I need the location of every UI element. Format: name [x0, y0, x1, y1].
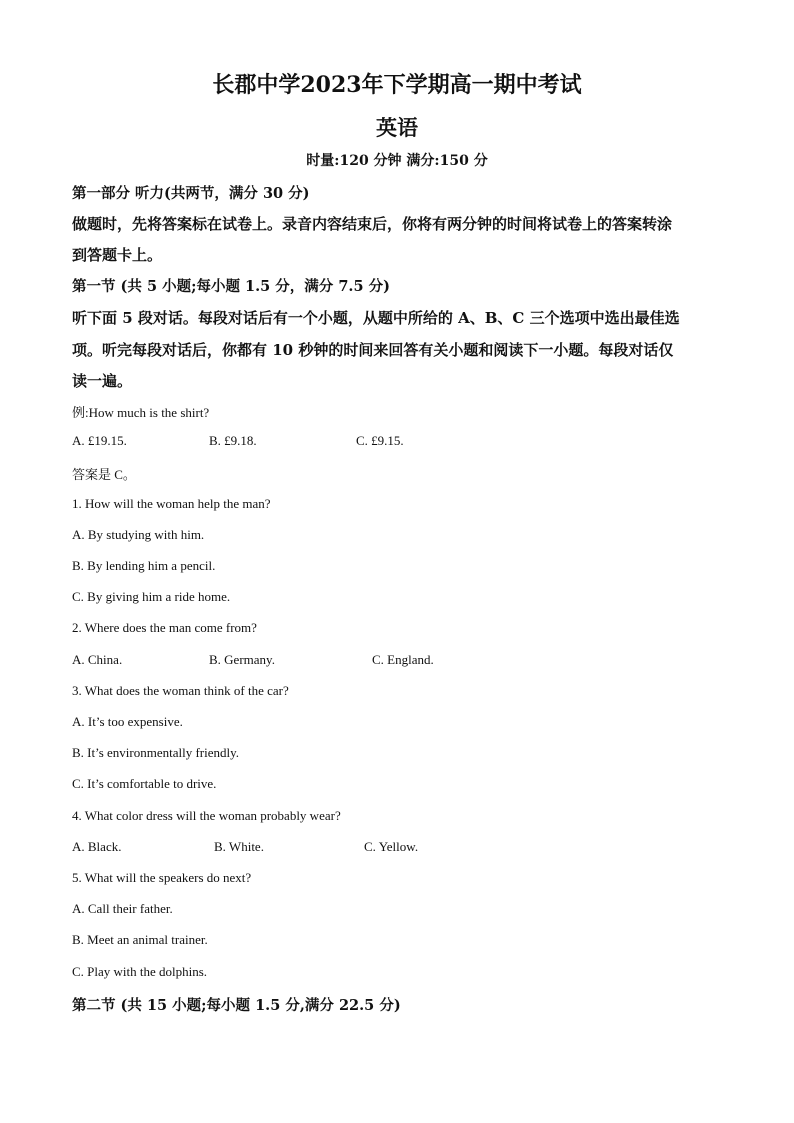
example-answer: 答案是 C。	[72, 467, 136, 482]
example-option-b: B. £9.18.	[209, 433, 257, 448]
exam-title: 长郡中学2023年下学期高一期中考试	[212, 72, 582, 98]
example-question: 例:How much is the shirt?	[72, 405, 210, 420]
question-4-option-c: C. Yellow.	[364, 839, 419, 854]
question-1-option-b: B. By lending him a pencil.	[72, 558, 216, 573]
question-4-option-a: A. Black.	[72, 839, 122, 854]
question-1-option-a: A. By studying with him.	[72, 527, 205, 542]
question-3-option-b: B. It’s environmentally friendly.	[72, 745, 240, 760]
question-4-stem: 4. What color dress will the woman probably wear?	[72, 808, 341, 823]
question-2-option-b: B. Germany.	[209, 652, 275, 667]
subject-title: 英语	[376, 115, 418, 140]
question-2-stem: 2. Where does the man come from?	[72, 620, 257, 635]
question-3-option-c: C. It’s comfortable to drive.	[72, 776, 217, 791]
question-4-option-b: B. White.	[214, 839, 264, 854]
question-5-stem: 5. What will the speakers do next?	[72, 870, 252, 885]
part1-instructions-line2: 到答题卡上。	[72, 246, 163, 264]
question-2-option-a: A. China.	[72, 652, 123, 667]
section1-heading: 第一节 (共 5 小题;每小题 1.5 分，满分 7.5 分)	[72, 278, 390, 295]
part1-heading: 第一部分 听力(共两节，满分 30 分)	[72, 185, 310, 202]
question-5-option-c: C. Play with the dolphins.	[72, 964, 208, 979]
question-3-option-a: A. It’s too expensive.	[72, 714, 183, 729]
time-score-info: 时量:120 分钟 满分:150 分	[306, 153, 488, 169]
question-1-stem: 1. How will the woman help the man?	[72, 496, 271, 511]
question-2-option-c: C. England.	[372, 652, 434, 667]
question-5-option-a: A. Call their father.	[72, 901, 173, 916]
example-option-c: C. £9.15.	[356, 433, 404, 448]
section2-heading: 第二节 (共 15 小题;每小题 1.5 分,满分 22.5 分)	[72, 997, 401, 1014]
example-option-a: A. £19.15.	[72, 433, 127, 448]
question-3-stem: 3. What does the woman think of the car?	[72, 683, 289, 698]
question-5-option-b: B. Meet an animal trainer.	[72, 932, 208, 947]
question-1-option-c: C. By giving him a ride home.	[72, 589, 231, 604]
section1-directions-line1: 听下面 5 段对话。每段对话后有一个小题，从题中所给的 A、B、C 三个选项中选出最佳选	[72, 309, 680, 327]
section1-directions-line2: 项。听完每段对话后，你都有 10 秒钟的时间来回答有关小题和阅读下一小题。每段对话仅	[72, 341, 674, 359]
part1-instructions-line1: 做题时，先将答案标在试卷上。录音内容结束后，你将有两分钟的时间将试卷上的答案转涂	[72, 215, 673, 233]
section1-directions-line3: 读一遍。	[72, 372, 133, 390]
